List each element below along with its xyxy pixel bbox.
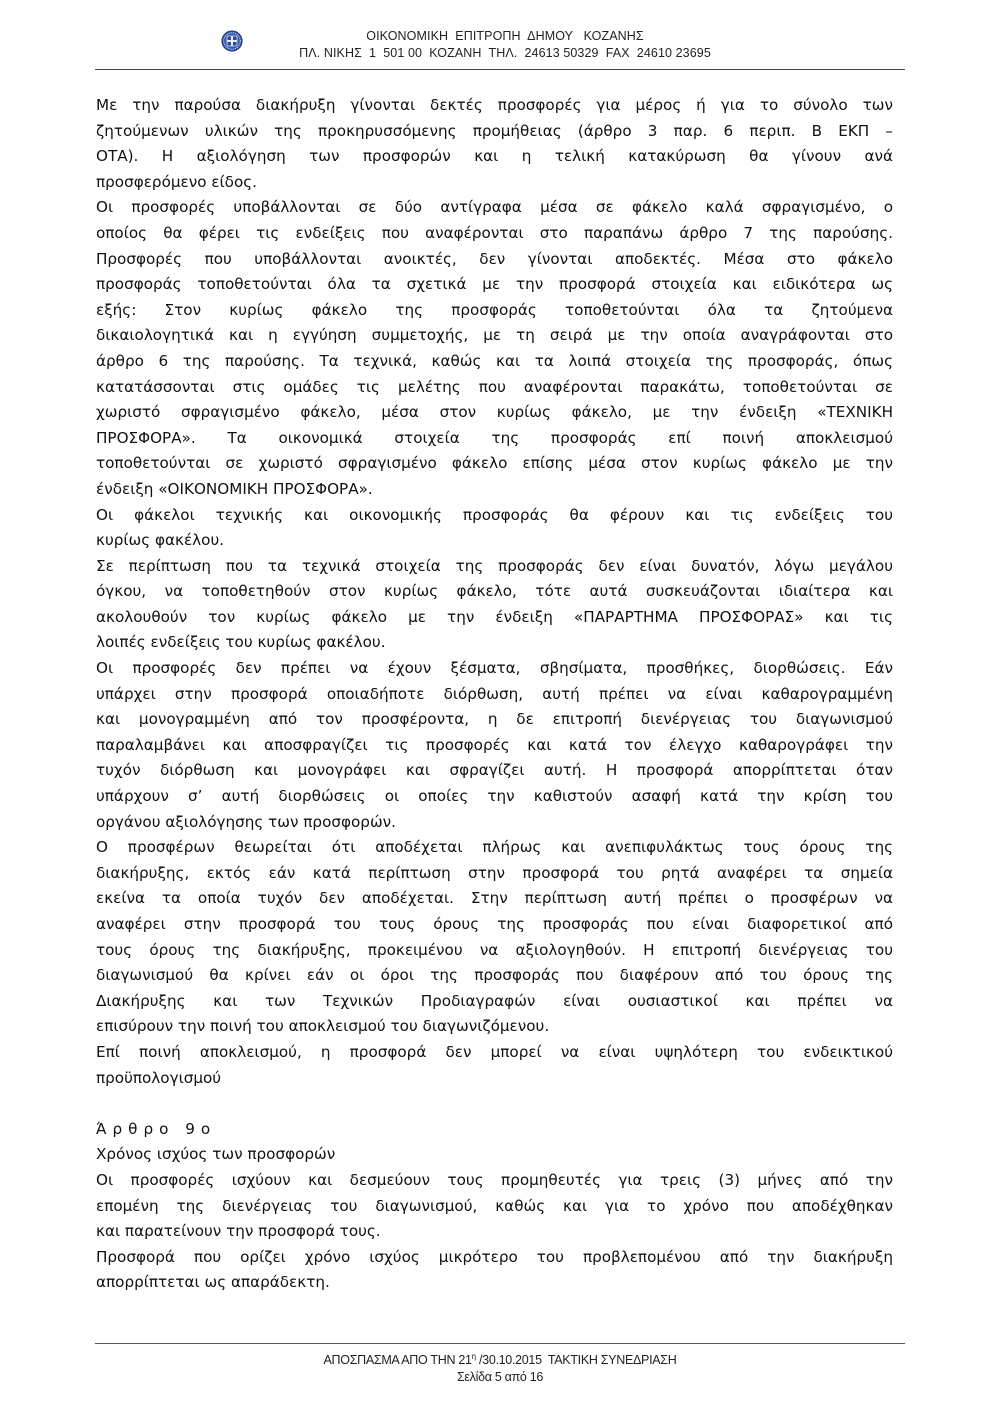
text-line: ακολουθούν τον κυρίως φάκελο με την ένδειξη «ΠΑΡΑΡΤΗΜΑ ΠΡΟΣΦΟΡΑΣ» και τις xyxy=(96,607,893,626)
text-line: λοιπές ενδείξεις του κυρίως φακέλου. xyxy=(96,633,386,652)
text-line: προσφερόμενο είδος. xyxy=(96,172,258,191)
text-line: παραλαμβάνει και αποσφραγίζει τις προσφορές και κατά τον έλεγχο καθαρογράφει την xyxy=(96,735,893,754)
text-line: Διακήρυξης και των Τεχνικών Προδιαγραφών είναι ουσιαστικοί και πρέπει να xyxy=(96,991,893,1010)
committee-address: ΠΛ. ΝΙΚΗΣ 1 501 00 ΚΟΖΑΝΗ ΤΗΛ. 24613 50329 FAX 24610 23695 xyxy=(299,46,711,60)
text-line: διαγωνισμού θα κρίνει εάν οι όροι της προσφοράς που διαφέρουν από του όρους της xyxy=(96,966,893,985)
text-line: Επί ποινή αποκλεισμού, η προσφορά δεν μπορεί να είναι υψηλότερη του ενδεικτικού xyxy=(96,1042,893,1061)
text-line: Ο προσφέρων θεωρείται ότι αποδέχεται πλήρως και ανεπιφυλάκτως τους όρους της xyxy=(96,838,893,857)
text-line: προσφοράς τοποθετούνται όλα τα σχετικά με την προσφορά στοιχεία και ειδικότερα ως xyxy=(96,275,893,294)
text-line: Προσφορές που υποβάλλονται ανοικτές, δεν γίνονται αποδεκτές. Μέσα στο φάκελο xyxy=(96,249,893,268)
text-line: εκείνα τα οποία τυχόν δεν αποδέχεται. Στην περίπτωση αυτή πρέπει ο προσφέρων να xyxy=(96,889,893,908)
text-line: ΠΡΟΣΦΟΡΑ». Τα οικονομικά στοιχεία της προσφοράς επί ποινή αποκλεισμού xyxy=(96,428,893,447)
text-line: υπάρχουν σ’ αυτή διορθώσεις οι οποίες την καθιστούν ασαφή κατά την κρίση του xyxy=(96,787,893,806)
text-line: Οι φάκελοι τεχνικής και οικονομικής προσφοράς θα φέρουν και τις ενδείξεις του xyxy=(96,505,893,524)
text-line: επομένη της διενέργειας του διαγωνισμού, καθώς και για το χρόνο που αποδέχθηκαν xyxy=(96,1196,893,1215)
text-line: Οι προσφορές δεν πρέπει να έχουν ξέσματα, σβησίματα, προσθήκες, διορθώσεις. Εάν xyxy=(96,659,893,678)
text-line: οργάνου αξιολόγησης των προσφορών. xyxy=(96,812,396,831)
text-line: ΟΤΑ). Η αξιολόγηση των προσφορών και η τελική κατακύρωση θα γίνουν ανά xyxy=(96,147,893,166)
text-line: κατατάσσονται στις ομάδες τις μελέτης που αναφέρονται παρακάτω, τοποθετούνται σε xyxy=(96,377,893,396)
letterhead-text xyxy=(270,28,740,62)
letterhead xyxy=(0,0,1000,72)
text-line: εξής: Στον κυρίως φάκελο της προσφοράς τοποθετούνται όλα τα ζητούμενα xyxy=(96,300,893,319)
text-line: απορρίπτεται ως απαράδεκτη. xyxy=(96,1273,330,1292)
text-line: Οι προσφορές ισχύουν και δεσμεύουν τους προμηθευτές για τρεις (3) μήνες από την xyxy=(96,1170,893,1189)
text-line: Με την παρούσα διακήρυξη γίνονται δεκτές προσφορές για μέρος ή για το σύνολο των xyxy=(96,96,893,114)
header-divider xyxy=(95,69,905,70)
text-line: Χρόνος ισχύος των προσφορών xyxy=(96,1145,336,1164)
text-line: και παρατείνουν την προσφορά τους. xyxy=(96,1222,381,1241)
text-line: προϋπολογισμού xyxy=(96,1068,222,1087)
text-line: άρθρο 6 της παρούσης. Τα τεχνικά, καθώς και τα λοιπά στοιχεία της προσφοράς, όπως xyxy=(96,351,893,370)
article-heading: Άρθρο 9ο xyxy=(96,1119,217,1138)
page-footer xyxy=(200,1348,800,1386)
text-line: κυρίως φακέλου. xyxy=(96,531,225,550)
text-line: τους όρους της διακήρυξης, προκειμένου να αξιολογηθούν. Η επιτροπή διενέργειας του xyxy=(96,940,893,959)
text-line: υπάρχει στην προσφορά οποιαδήποτε διόρθωση, αυτή πρέπει να είναι καθαρογραμμένη xyxy=(96,684,893,703)
text-line: χωριστό σφραγισμένο φάκελο, μέσα στον κυρίως φάκελο, με την ένδειξη «ΤΕΧΝΙΚΗ xyxy=(96,403,893,422)
text-line: οποίος θα φέρει τις ενδείξεις που αναφέρονται στο παραπάνω άρθρο 7 της παρούσης. xyxy=(96,223,893,242)
text-line: επισύρουν την ποινή του αποκλεισμού του διαγωνιζόμενου. xyxy=(96,1017,550,1036)
text-line: αναφέρει στην προσφορά του τους όρους της προσφοράς που είναι διαφορετικοί από xyxy=(96,915,893,933)
text-line: όγκου, να τοποθετηθούν στον κυρίως φάκελο, τότε αυτά συσκευάζονται ιδιαίτερα και xyxy=(96,582,893,601)
text-line: ζητούμενων υλικών της προκηρυσσόμενης προμήθειας (άρθρο 3 παρ. 6 περιπ. Β ΕΚΠ – xyxy=(96,121,893,140)
text-line: τυχόν διόρθωση και μονογράφει και σφραγίζει αυτή. Η προσφορά απορρίπτεται όταν xyxy=(96,761,893,780)
text-line: ένδειξη «ΟΙΚΟΝΟΜΙΚΗ ΠΡΟΣΦΟΡΑ». xyxy=(96,479,373,498)
text-line: Οι προσφορές υποβάλλονται σε δύο αντίγραφα μέσα σε φάκελο καλά σφραγισμένο, ο xyxy=(96,198,893,217)
text-line: Προσφορά που ορίζει χρόνο ισχύος μικρότερο του προβλεπομένου από την διακήρυξη xyxy=(96,1247,893,1266)
text-line: Σε περίπτωση που τα τεχνικά στοιχεία της προσφοράς δεν είναι δυνατόν, λόγω μεγάλου xyxy=(96,556,893,575)
text-line: και μονογραμμένη από τον προσφέροντα, η δε επιτροπή διενέργειας του διαγωνισμού xyxy=(96,710,893,729)
meeting-reference: ΑΠΟΣΠΑΣΜΑ ΑΠΟ ΤΗΝ $21^\eta$ /30.10.2015 ΤΑΚΤΙΚΗ ΣΥΝΕΔΡΙΑΣΗ xyxy=(323,1352,677,1367)
committee-title: ΟΙΚΟΝΟΜΙΚΗ ΕΠΙΤΡΟΠΗ ΔΗΜΟΥ ΚΟΖΑΝΗΣ xyxy=(366,29,644,43)
blank-line xyxy=(96,1091,893,1117)
text-line: δικαιολογητικά και η εγγύηση συμμετοχής, με τη σειρά με την οποία αναγράφονται στο xyxy=(96,326,893,345)
page-number: Σελίδα 5 από 16 xyxy=(456,1370,544,1384)
document-body xyxy=(96,93,893,1296)
greek-coat-of-arms-icon xyxy=(221,30,243,52)
text-line: διακήρυξης, εκτός εάν κατά περίπτωση στην προσφορά του ρητά αναφέρει τα σημεία xyxy=(96,863,893,882)
footer-divider xyxy=(95,1343,905,1344)
text-line: τοποθετούνται σε χωριστό σφραγισμένο φάκελο επίσης μέσα στον κυρίως φάκελο με την xyxy=(96,454,893,473)
